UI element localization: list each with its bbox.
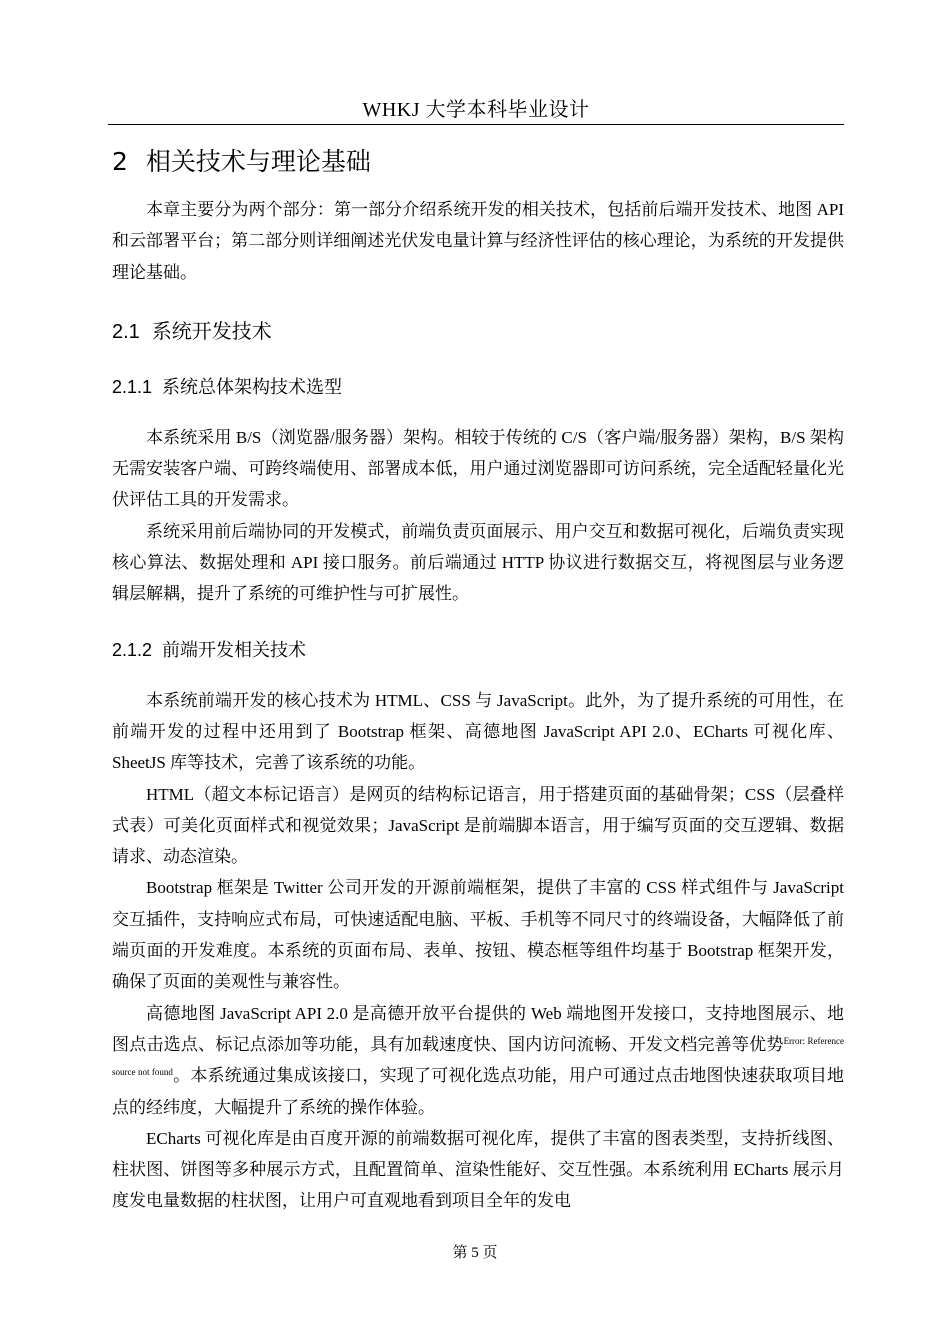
page-number: 第 5 页 xyxy=(452,1245,498,1261)
paragraph-text: 高德地图 JavaScript API 2.0 是高德开放平台提供的 Web 端地图开发接口，支持地图展示、地图点击选点、标记点添加等功能，具有加载速度快、国内访问流畅、开发文档完善等优势 xyxy=(112,1003,844,1054)
section-title: 系统开发技术 xyxy=(151,318,272,343)
subsection-number: 2.1.2 xyxy=(112,639,153,660)
subsection-title: 系统总体架构技术选型 xyxy=(162,376,343,398)
subsection-number: 2.1.1 xyxy=(112,376,153,397)
subsection-heading-2-1-1 xyxy=(112,373,844,402)
paragraph-text: 。本系统通过集成该接口，实现了可视化选点功能，用户可通过点击地图快速获取项目地点的经纬度，大幅提升了系统的操作体验。 xyxy=(112,1066,844,1117)
chapter-title: 相关技术与理论基础 xyxy=(145,147,371,176)
header-rule xyxy=(108,124,844,125)
paragraph: HTML（超文本标记语言）是网页的结构标记语言，用于搭建页面的基础骨架；CSS（层叠样式表）可美化页面样式和视觉效果；JavaScript 是前端脚本语言，用于编写页面的交互逻辑、数据请求、动态渲染。 xyxy=(112,784,844,867)
subsection-title: 前端开发相关技术 xyxy=(162,639,307,661)
paragraph: Bootstrap 框架是 Twitter 公司开发的开源前端框架，提供了丰富的 CSS 样式组件与 JavaScript 交互插件，支持响应式布局，可快速适配电脑、平板、手机等不同尺寸的终端设备，大幅降低了前端页面的开发难度。本系统的页面布局、表单、按钮、模态框等组件均基于 Bootstrap 框架开发，确保了页面的美观性与兼容性。 xyxy=(112,878,844,992)
paragraph: 系统采用前后端协同的开发模式，前端负责页面展示、用户交互和数据可视化，后端负责实现核心算法、数据处理和 API 接口服务。前后端通过 HTTP 协议进行数据交互，将视图层与业务逻辑层解耦，提升了系统的可维护性与可扩展性。 xyxy=(112,521,844,604)
chapter-number: 2 xyxy=(112,147,128,176)
section-number: 2.1 xyxy=(112,320,140,343)
reference-error-note: Error: Reference source not found xyxy=(112,1035,844,1078)
page-content xyxy=(112,142,844,1217)
subsection-heading-2-1-2 xyxy=(112,636,844,665)
paragraph xyxy=(112,998,844,1123)
chapter-heading xyxy=(112,142,844,182)
section-heading-2-1 xyxy=(112,316,844,347)
paragraph: 本系统采用 B/S（浏览器/服务器）架构。相较于传统的 C/S（客户端/服务器）架构，B/S 架构无需安装客户端、可跨终端使用、部署成本低，用户通过浏览器即可访问系统，完全适配轻量化光伏评估工具的开发需求。 xyxy=(112,427,844,510)
page-header: WHKJ 大学本科毕业设计 xyxy=(362,99,590,121)
paragraph: 本系统前端开发的核心技术为 HTML、CSS 与 JavaScript。此外，为了提升系统的可用性，在前端开发的过程中还用到了 Bootstrap 框架、高德地图 JavaScript API 2.0、ECharts 可视化库、SheetJS 库等技术，完善了该系统的功能。 xyxy=(112,690,844,773)
chapter-intro: 本章主要分为两个部分：第一部分介绍系统开发的相关技术，包括前后端开发技术、地图 API 和云部署平台；第二部分则详细阐述光伏发电量计算与经济性评估的核心理论，为系统的开发提供理论基础。 xyxy=(112,200,844,282)
paragraph: ECharts 可视化库是由百度开源的前端数据可视化库，提供了丰富的图表类型，支持折线图、柱状图、饼图等多种展示方式，且配置简单、渲染性能好、交互性强。本系统利用 ECharts 展示月度发电量数据的柱状图，让用户可直观地看到项目全年的发电 xyxy=(112,1128,844,1211)
